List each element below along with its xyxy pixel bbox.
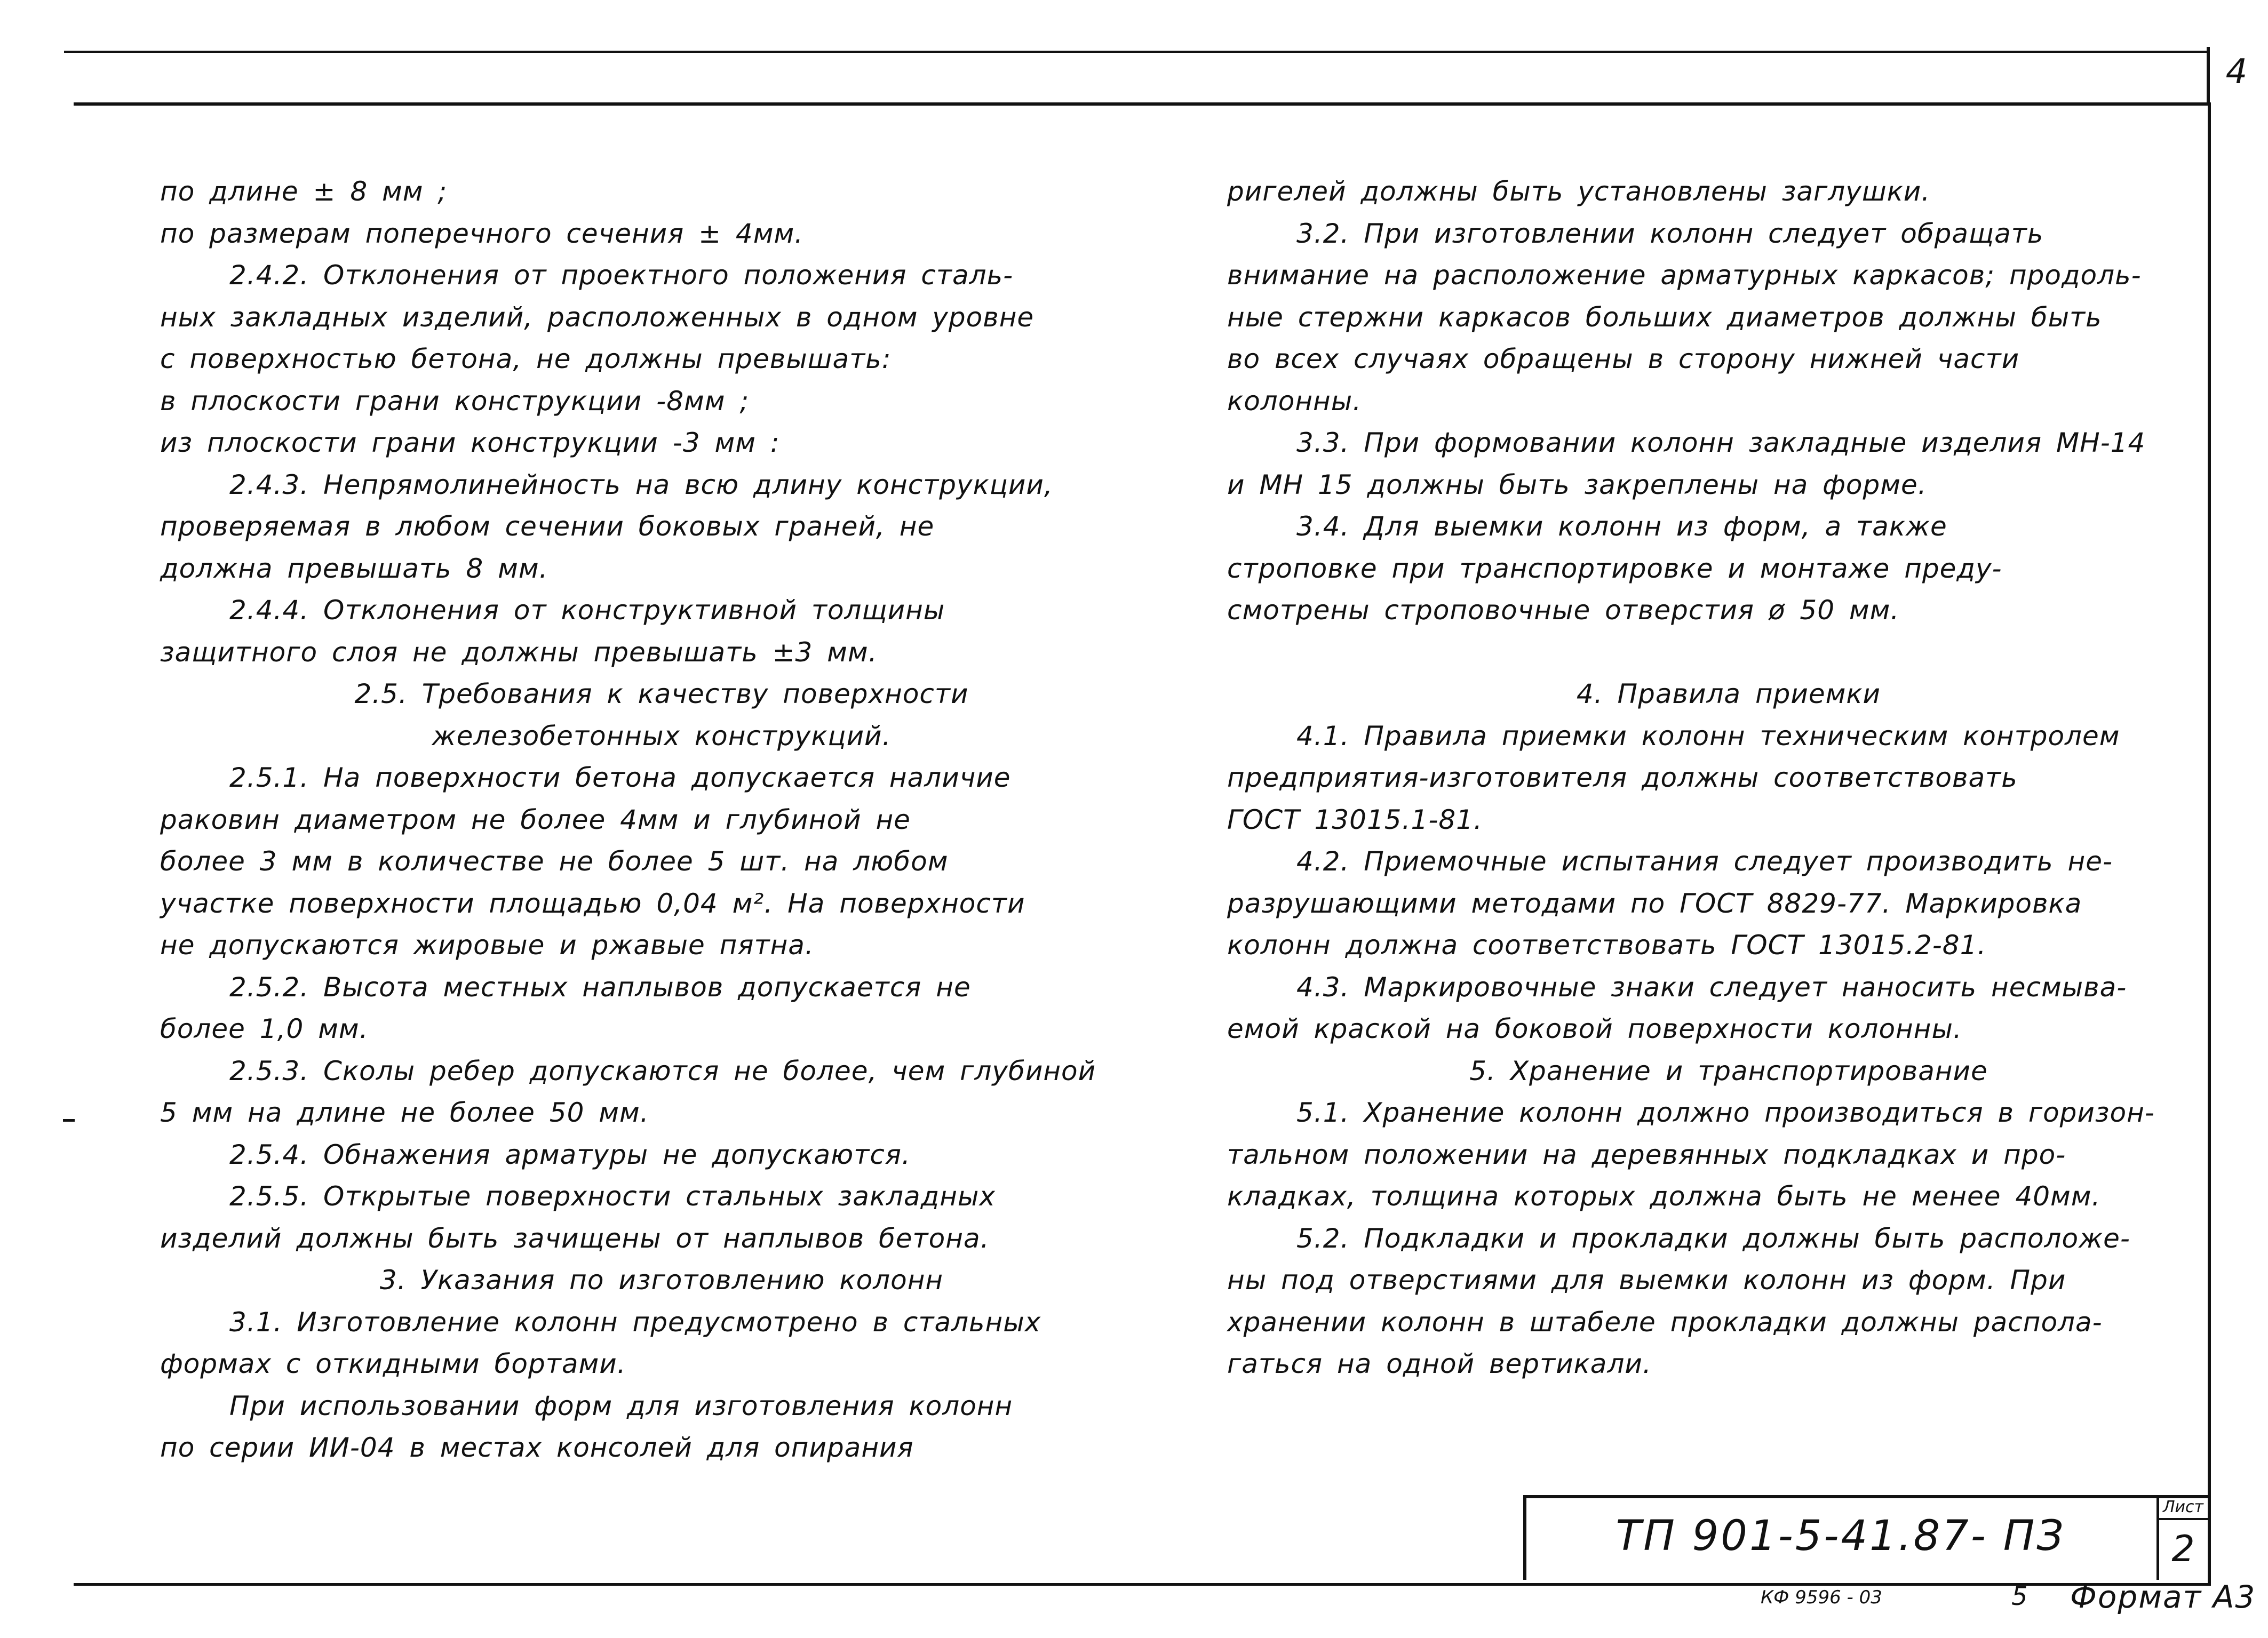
sheet-number: 2 bbox=[2171, 1528, 2195, 1570]
page-number: 4 bbox=[2225, 52, 2248, 92]
text-line: 4.1. Правила приемки колонн техническим контролем bbox=[1296, 720, 2120, 752]
left-text-column bbox=[160, 171, 1163, 1469]
footer-code: КФ 9596 - 03 bbox=[1761, 1587, 1882, 1608]
text-line: строповке при транспортировке и монтаже преду- bbox=[1227, 553, 2002, 584]
text-line: по длине ± 8 мм ; bbox=[160, 176, 448, 207]
text-line: гаться на одной вертикали. bbox=[1227, 1348, 1652, 1379]
text-line: 4.2. Приемочные испытания следует производить не- bbox=[1296, 846, 2113, 877]
text-line: 2.5. Требования к качеству поверхности bbox=[354, 678, 969, 709]
text-line: 2.4.2. Отклонения от проектного положения сталь- bbox=[229, 260, 1014, 291]
text-line: ГОСТ 13015.1-81. bbox=[1227, 804, 1483, 835]
text-line: более 3 мм в количестве не более 5 шт. на любом bbox=[160, 846, 949, 877]
text-line: ны под отверстиями для выемки колонн из форм. При bbox=[1227, 1265, 2066, 1296]
text-line: 5.2. Подкладки и прокладки должны быть расположе- bbox=[1296, 1222, 2130, 1254]
text-line: ные стержни каркасов больших диаметров должны быть bbox=[1227, 301, 2102, 333]
top-rule bbox=[64, 51, 2209, 53]
text-line: кладках, толщина которых должна быть не менее 40мм. bbox=[1227, 1181, 2101, 1212]
text-line: 4.3. Маркировочные знаки следует наносить несмыва- bbox=[1296, 971, 2127, 1003]
text-line: 2.4.3. Непрямолинейность на всю длину конструкции, bbox=[229, 469, 1053, 500]
text-line: проверяемая в любом сечении боковых граней, не bbox=[160, 511, 935, 542]
text-line: формах с откидными бортами. bbox=[160, 1348, 626, 1379]
text-line: 5. Хранение и транспортирование bbox=[1469, 1055, 1988, 1086]
text-line: изделий должны быть зачищены от наплывов бетона. bbox=[160, 1222, 990, 1254]
text-line: ригелей должны быть установлены заглушки. bbox=[1227, 176, 1931, 207]
text-line: 2.5.5. Открытые поверхности стальных закладных bbox=[229, 1181, 996, 1212]
right-text-column bbox=[1227, 171, 2230, 1385]
text-line: из плоскости грани конструкции -3 мм : bbox=[160, 427, 780, 458]
text-line: участке поверхности площадью 0,04 м². На поверхности bbox=[160, 888, 1025, 919]
text-line: с поверхностью бетона, не должны превышать: bbox=[160, 343, 892, 374]
text-line: 2.4.4. Отклонения от конструктивной толщины bbox=[229, 595, 945, 626]
text-line: раковин диаметром не более 4мм и глубиной не bbox=[160, 804, 911, 835]
text-line: по серии ИИ-04 в местах консолей для опирания bbox=[160, 1432, 914, 1463]
sheet-label: Лист bbox=[2159, 1497, 2208, 1520]
text-line: 5 мм на длине не более 50 мм. bbox=[160, 1097, 649, 1128]
text-line: ных закладных изделий, расположенных в одном уровне bbox=[160, 301, 1034, 333]
text-line: и МН 15 должны быть закреплены на форме. bbox=[1227, 469, 1927, 500]
text-line: во всех случаях обращены в сторону нижней части bbox=[1227, 343, 2020, 374]
text-line: смотрены строповочные отверстия ø 50 мм. bbox=[1227, 595, 1900, 626]
text-line: 3.3. При формовании колонн закладные изделия МН-14 bbox=[1296, 427, 2146, 458]
text-line: должна превышать 8 мм. bbox=[160, 553, 548, 584]
paper-format: Формат А3 bbox=[2070, 1579, 2256, 1615]
text-line: не допускаются жировые и ржавые пятна. bbox=[160, 930, 814, 961]
margin-tick bbox=[63, 1119, 75, 1122]
text-line: При использовании форм для изготовления колонн bbox=[229, 1390, 1013, 1421]
text-line: 3. Указания по изготовлению колонн bbox=[379, 1265, 944, 1296]
text-line: хранении колонн в штабеле прокладки должны распола- bbox=[1227, 1306, 2103, 1338]
text-line: 2.5.4. Обнажения арматуры не допускаются. bbox=[229, 1139, 911, 1170]
text-line: колонн должна соответствовать ГОСТ 13015.2-81. bbox=[1227, 930, 1987, 961]
text-line bbox=[1227, 632, 2230, 674]
text-line: 2.5.1. На поверхности бетона допускается наличие bbox=[229, 762, 1011, 793]
text-line: 2.5.2. Высота местных наплывов допускается не bbox=[229, 971, 971, 1003]
text-line: 3.2. При изготовлении колонн следует обращать bbox=[1296, 218, 2044, 249]
text-line: в плоскости грани конструкции -8мм ; bbox=[160, 385, 750, 417]
text-line: защитного слоя не должны превышать ±3 мм. bbox=[160, 636, 878, 668]
text-line: по размерам поперечного сечения ± 4мм. bbox=[160, 218, 804, 249]
text-line: емой краской на боковой поверхности колонны. bbox=[1227, 1013, 1962, 1044]
text-line: тальном положении на деревянных подкладках и про- bbox=[1227, 1139, 2066, 1170]
text-line: железобетонных конструкций. bbox=[432, 720, 892, 752]
text-line: 3.4. Для выемки колонн из форм, а также bbox=[1296, 511, 1947, 542]
text-line: 5.1. Хранение колонн должно производиться в горизон- bbox=[1296, 1097, 2155, 1128]
document-code: ТП 901-5-41.87- ПЗ bbox=[1616, 1512, 2066, 1560]
footer-number: 5 bbox=[2011, 1581, 2028, 1611]
text-line: 4. Правила приемки bbox=[1576, 678, 1881, 709]
text-line: предприятия-изготовителя должны соответствовать bbox=[1227, 762, 2018, 793]
page-number-box-left bbox=[2207, 47, 2210, 106]
text-line: 3.1. Изготовление колонн предусмотрено в стальных bbox=[229, 1306, 1041, 1338]
text-line: 2.5.3. Сколы ребер допускаются не более, чем глубиной bbox=[229, 1055, 1096, 1086]
text-line: колонны. bbox=[1227, 385, 1362, 417]
text-line: внимание на расположение арматурных каркасов; продоль- bbox=[1227, 260, 2142, 291]
text-line: разрушающими методами по ГОСТ 8829-77. Маркировка bbox=[1227, 888, 2082, 919]
text-line: более 1,0 мм. bbox=[160, 1013, 369, 1044]
